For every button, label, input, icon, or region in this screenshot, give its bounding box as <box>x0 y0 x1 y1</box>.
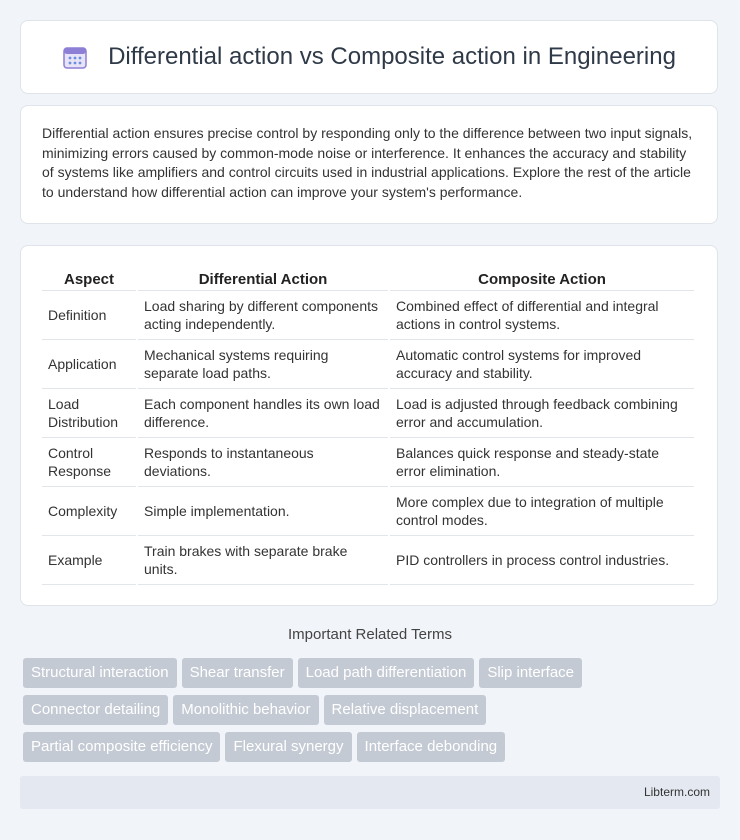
footer-site-link[interactable]: Libterm.com <box>643 785 710 799</box>
intro-text: Differential action ensures precise control by responding only to the difference between two input signals, minimizing errors caused by common-mode noise or interference. It enhances the accuracy and stability of systems like amplifiers and control circuits used in industrial applications. Explore the rest of the article to understand how differential action can improve your system's performance. <box>42 125 693 200</box>
tag-relative-displacement[interactable]: Relative displacement <box>324 695 487 725</box>
tag-interface-debonding[interactable]: Interface debonding <box>357 732 506 762</box>
row-composite: Load is adjusted through feedback combining error and accumulation. <box>390 388 694 437</box>
row-aspect: Control Response <box>42 437 136 486</box>
tag-monolithic-behavior[interactable]: Monolithic behavior <box>173 695 318 725</box>
row-composite: PID controllers in process control industries. <box>390 535 694 585</box>
tag-slip-interface[interactable]: Slip interface <box>479 658 582 688</box>
comparison-card <box>20 245 718 606</box>
row-differential: Responds to instantaneous deviations. <box>138 437 388 486</box>
row-aspect: Complexity <box>42 486 136 535</box>
table-row <box>42 339 694 388</box>
row-composite: Combined effect of differential and integral actions in control systems. <box>390 290 694 339</box>
tag-load-path-differentiation[interactable]: Load path differentiation <box>298 658 475 688</box>
table-row <box>42 486 694 535</box>
tag-flexural-synergy[interactable]: Flexural synergy <box>225 732 351 762</box>
row-aspect: Definition <box>42 290 136 339</box>
row-differential: Simple implementation. <box>138 486 388 535</box>
comparison-table <box>40 268 696 585</box>
row-composite: Automatic control systems for improved accuracy and stability. <box>390 339 694 388</box>
title-card <box>20 20 718 94</box>
row-composite: Balances quick response and steady-state error elimination. <box>390 437 694 486</box>
header-aspect: Aspect <box>63 270 115 288</box>
header-differential: Differential Action <box>198 270 328 288</box>
table-row <box>42 388 694 437</box>
tag-connector-detailing[interactable]: Connector detailing <box>23 695 168 725</box>
tag-shear-transfer[interactable]: Shear transfer <box>182 658 293 688</box>
header-composite: Composite Action <box>478 270 606 288</box>
related-terms-tags <box>23 658 723 769</box>
tag-structural-interaction[interactable]: Structural interaction <box>23 658 177 688</box>
row-aspect: Load Distribution <box>42 388 136 437</box>
tag-partial-composite-efficiency[interactable]: Partial composite efficiency <box>23 732 220 762</box>
intro-card <box>20 105 718 224</box>
row-aspect: Example <box>42 535 136 585</box>
row-differential: Load sharing by different components acting independently. <box>138 290 388 339</box>
row-aspect: Application <box>42 339 136 388</box>
row-differential: Train brakes with separate brake units. <box>138 535 388 585</box>
table-row <box>42 290 694 339</box>
table-header-row <box>42 268 694 290</box>
row-differential: Mechanical systems requiring separate load paths. <box>138 339 388 388</box>
row-composite: More complex due to integration of multiple control modes. <box>390 486 694 535</box>
calendar-grid-icon <box>62 44 88 70</box>
row-differential: Each component handles its own load difference. <box>138 388 388 437</box>
related-terms-title: Important Related Terms <box>288 626 452 643</box>
footer <box>20 776 720 809</box>
page-title: Differential action vs Composite action in Engineering <box>108 43 676 70</box>
table-row <box>42 535 694 585</box>
table-row <box>42 437 694 486</box>
